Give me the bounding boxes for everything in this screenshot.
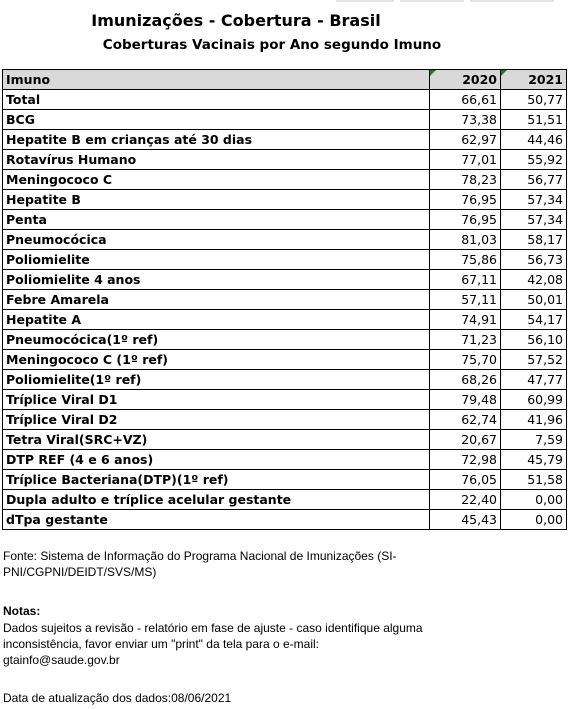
value-2020-cell[interactable]: 72,98 [430,450,501,470]
header-cell-2020-label: 2020 [462,72,497,87]
row-label-cell[interactable]: Poliomielite 4 anos [3,270,430,290]
row-label-cell[interactable]: Rotavírus Humano [3,150,430,170]
table-row [3,190,567,210]
value-2020-cell[interactable]: 78,23 [430,170,501,190]
value-2020-cell[interactable]: 76,95 [430,190,501,210]
value-2020-cell[interactable]: 74,91 [430,310,501,330]
table-row [3,110,567,130]
value-2021-cell[interactable]: 51,58 [501,470,567,490]
comment-marker-icon [501,70,507,76]
value-2020-cell[interactable]: 45,43 [430,510,501,530]
table-row [3,270,567,290]
value-2021-cell[interactable]: 0,00 [501,490,567,510]
table-row [3,170,567,190]
value-2021-cell[interactable]: 57,34 [501,190,567,210]
value-2021-cell[interactable]: 54,17 [501,310,567,330]
row-label-cell[interactable]: Pneumocócica(1º ref) [3,330,430,350]
row-label-cell[interactable]: Meningococo C [3,170,430,190]
notes-heading: Notas: [3,604,41,618]
value-2021-cell[interactable]: 56,73 [501,250,567,270]
page-title: Imunizações - Cobertura - Brasil [91,11,381,30]
row-label-cell[interactable]: Febre Amarela [3,290,430,310]
table-row [3,450,567,470]
row-label-cell[interactable]: Tríplice Viral D1 [3,390,430,410]
table-row [3,310,567,330]
table-row [3,150,567,170]
update-date: Data de atualização dos dados:08/06/2021 [3,691,232,705]
header-cell-2021-label: 2021 [528,72,563,87]
row-label-cell[interactable]: Tríplice Bacteriana(DTP)(1º ref) [3,470,430,490]
table-row [3,230,567,250]
table-row [3,210,567,230]
value-2020-cell[interactable]: 57,11 [430,290,501,310]
header-cell-2020[interactable] [430,70,501,90]
value-2020-cell[interactable]: 68,26 [430,370,501,390]
page-subtitle: Coberturas Vacinais por Ano segundo Imuno [102,37,442,53]
table-row [3,430,567,450]
table-row [3,290,567,310]
table-row [3,410,567,430]
value-2021-cell[interactable]: 45,79 [501,450,567,470]
value-2020-cell[interactable]: 76,95 [430,210,501,230]
coverage-table [2,69,567,530]
value-2020-cell[interactable]: 62,97 [430,130,501,150]
row-label-cell[interactable]: DTP REF (4 e 6 anos) [3,450,430,470]
value-2020-cell[interactable]: 22,40 [430,490,501,510]
value-2021-cell[interactable]: 57,52 [501,350,567,370]
value-2020-cell[interactable]: 71,23 [430,330,501,350]
value-2021-cell[interactable]: 47,77 [501,370,567,390]
table-row [3,470,567,490]
source-note: Fonte: Sistema de Informação do Programa Nacional de Imunizações (SI-PNI/CGPNI/DEIDT/SVS/MS) [3,549,397,579]
value-2021-cell[interactable]: 58,17 [501,230,567,250]
value-2021-cell[interactable]: 55,92 [501,150,567,170]
table-row [3,370,567,390]
table-header-row [3,70,567,90]
value-2020-cell[interactable]: 75,86 [430,250,501,270]
table-row [3,510,567,530]
row-label-cell[interactable]: Meningococo C (1º ref) [3,350,430,370]
table-row [3,250,567,270]
row-label-cell[interactable]: Tetra Viral(SRC+VZ) [3,430,430,450]
value-2021-cell[interactable]: 60,99 [501,390,567,410]
value-2021-cell[interactable]: 41,96 [501,410,567,430]
table-row [3,90,567,110]
value-2020-cell[interactable]: 73,38 [430,110,501,130]
value-2021-cell[interactable]: 44,46 [501,130,567,150]
value-2020-cell[interactable]: 81,03 [430,230,501,250]
table-row [3,130,567,150]
table-row [3,330,567,350]
value-2020-cell[interactable]: 76,05 [430,470,501,490]
value-2021-cell[interactable]: 56,10 [501,330,567,350]
table-row [3,390,567,410]
value-2020-cell[interactable]: 62,74 [430,410,501,430]
value-2021-cell[interactable]: 56,77 [501,170,567,190]
value-2021-cell[interactable]: 50,01 [501,290,567,310]
value-2021-cell[interactable]: 7,59 [501,430,567,450]
comment-marker-icon [430,70,436,76]
row-label-cell[interactable]: Dupla adulto e tríplice acelular gestante [3,490,430,510]
notes-text: Dados sujeitos a revisão - relatório em fase de ajuste - caso identifique alguma inconsistência, favor enviar um "print" da tela para o e-mail: gtainfo@saude.gov.br [3,621,423,667]
top-border-stubs [0,0,572,4]
value-2020-cell[interactable]: 79,48 [430,390,501,410]
row-label-cell[interactable]: Pneumocócica [3,230,430,250]
row-label-cell[interactable]: Poliomielite [3,250,430,270]
value-2020-cell[interactable]: 20,67 [430,430,501,450]
value-2021-cell[interactable]: 0,00 [501,510,567,530]
value-2020-cell[interactable]: 77,01 [430,150,501,170]
table-row [3,490,567,510]
value-2021-cell[interactable]: 57,34 [501,210,567,230]
row-label-cell[interactable]: Tríplice Viral D2 [3,410,430,430]
value-2020-cell[interactable]: 66,61 [430,90,501,110]
row-label-cell[interactable]: dTpa gestante [3,510,430,530]
header-cell-imuno[interactable]: Imuno [3,70,430,90]
value-2020-cell[interactable]: 75,70 [430,350,501,370]
header-cell-2021[interactable] [501,70,567,90]
row-label-cell[interactable]: Hepatite B [3,190,430,210]
value-2021-cell[interactable]: 42,08 [501,270,567,290]
row-label-cell[interactable]: Penta [3,210,430,230]
row-label-cell[interactable]: Poliomielite(1º ref) [3,370,430,390]
value-2021-cell[interactable]: 51,51 [501,110,567,130]
row-label-cell[interactable]: Hepatite A [3,310,430,330]
row-label-cell[interactable]: Total [3,90,430,110]
value-2021-cell[interactable]: 50,77 [501,90,567,110]
table-row [3,350,567,370]
row-label-cell[interactable]: BCG [3,110,430,130]
row-label-cell[interactable]: Hepatite B em crianças até 30 dias [3,130,430,150]
value-2020-cell[interactable]: 67,11 [430,270,501,290]
